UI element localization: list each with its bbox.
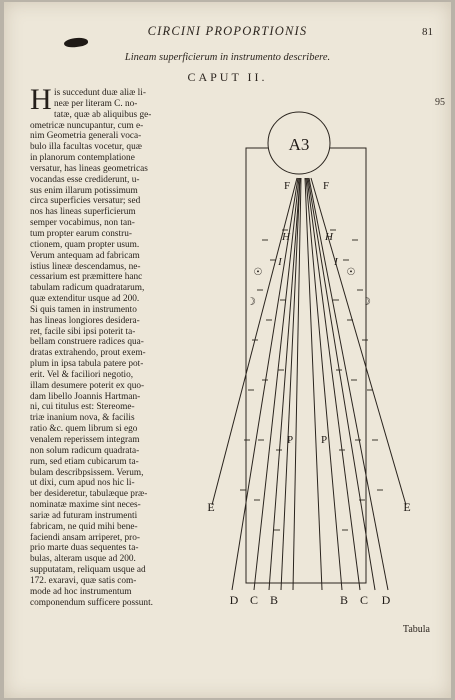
text-line: ctionem, quam propter usum.: [30, 239, 140, 250]
moon-symbol-left: ☽: [246, 296, 256, 308]
label-b-right: B: [339, 593, 349, 607]
text-line: erit. Vel & faciliori negotio,: [30, 369, 134, 380]
text-line: nos has lineas superficierum: [30, 207, 136, 218]
text-line: ret, facile sibi ipsi poterit ta-: [30, 326, 136, 337]
text-line: circa superficies versatur; sed: [30, 196, 141, 207]
text-line: bulas, alteram usque ad 200.: [30, 554, 136, 565]
text-line: is succedunt duæ aliæ li-: [54, 88, 146, 98]
text-line: sus enim illarum potissimum: [30, 185, 138, 196]
text-line: rum, sed etiam cubicarum ta-: [30, 456, 139, 467]
page-number: 81: [422, 26, 433, 38]
text-line: ratio &c. quem librum si ego: [30, 424, 138, 435]
label-e-right: E: [403, 500, 411, 514]
radiating-lines: [212, 178, 406, 590]
text-line: semper vocabimus, non tan-: [30, 218, 135, 229]
text-line: istius lineæ descendamus, ne-: [30, 261, 141, 272]
text-line: ni, cui titulus est: Stereome-: [30, 402, 135, 413]
text-line: illam desumere poterit ex quo-: [30, 380, 145, 391]
text-line: dam libello Joannis Hartman-: [30, 391, 141, 402]
sun-symbol-left: ☉: [253, 267, 263, 278]
text-line: componendum sufficere possunt.: [30, 597, 153, 608]
text-line: supputatam, reliquam usque ad: [30, 565, 146, 576]
circle-label: A3: [288, 135, 310, 154]
text-line: ometricæ nuncupantur, cum e-: [30, 120, 144, 131]
label-p-right: P: [320, 434, 328, 446]
label-f-left: F: [283, 180, 291, 192]
section-subtitle: Lineam superficierum in instrumento describere.: [124, 52, 331, 63]
text-line: in planorum contemplatione: [30, 153, 135, 164]
catchword: Tabula: [402, 624, 430, 635]
text-line: dratas extrahendo, prout exem-: [30, 348, 146, 359]
text-line: quæ extenditur usque ad 200.: [30, 294, 140, 305]
text-line: bulam describpsissem. Verum,: [30, 467, 144, 478]
text-line: mode ad hoc instrumentum: [30, 586, 132, 597]
text-line: tatæ, quæ ab aliquibus ge-: [54, 109, 152, 120]
label-f-right: F: [322, 180, 330, 192]
text-line: versatur, has lineas geometricas: [30, 163, 148, 174]
text-line: ber desideretur, tabulæque præ-: [30, 489, 148, 500]
text-line: bellam construere radices qua-: [30, 337, 144, 348]
label-i-left: I: [278, 256, 282, 268]
text-line: cessarium est præmittere hanc: [30, 272, 143, 283]
label-h-right: H: [325, 231, 333, 243]
label-d-right: D: [381, 593, 391, 607]
drop-cap: H: [30, 83, 52, 116]
text-line: faciendi ansam arriperet, pro-: [30, 532, 140, 543]
label-d-left: D: [229, 593, 239, 607]
text-line: nominatæ maxime sint neces-: [30, 500, 141, 511]
body-text: [30, 83, 210, 609]
text-line: Verum antequam ad fabricam: [30, 250, 140, 261]
text-line: venalem reperissem integram: [30, 435, 140, 445]
label-c-left: C: [249, 593, 259, 607]
label-i-right: I: [334, 256, 338, 268]
label-p-left: P: [286, 434, 294, 446]
moon-symbol-right: ☽: [361, 296, 371, 308]
text-line: ut dixi, cum apud nos hic li-: [30, 478, 135, 489]
text-line: nim Geometria generali voca-: [30, 131, 142, 142]
label-b-left: B: [269, 593, 279, 607]
label-e-left: E: [207, 500, 215, 514]
text-line: plum in ipsa tabula patere pot-: [30, 359, 144, 370]
text-line: fabricam, ne quid mihi bene-: [30, 521, 138, 532]
text-line: triæ inanium nova, & facilis: [30, 413, 135, 424]
label-c-right: C: [359, 593, 369, 607]
proportional-compass-figure: [195, 108, 440, 618]
sun-symbol-right: ☉: [346, 267, 356, 278]
text-line: tabulam radicum quadratarum,: [30, 283, 145, 294]
chapter-heading: CAPUT II.: [187, 70, 268, 84]
text-line: prio marte duas sequentes ta-: [30, 543, 139, 554]
text-line: tum propter earum constru-: [30, 228, 132, 239]
text-line: 172. exaravi, quæ satis com-: [30, 575, 137, 586]
running-title: CIRCINI PROPORTIONIS: [147, 24, 308, 38]
margin-number: 95: [435, 97, 445, 108]
text-line: non solum radicum quadrata-: [30, 445, 140, 456]
text-line: has lineas longiores desidera-: [30, 315, 140, 326]
label-h-left: H: [282, 231, 290, 243]
text-line: sariæ ad futuram instrumenti: [30, 510, 138, 521]
text-line: vocandas esse crediderunt, u-: [30, 174, 140, 185]
text-line: neæ per literam C. no-: [54, 98, 138, 109]
text-line: bulo illa facultas vocetur, quæ: [30, 142, 142, 153]
text-line: Si quis tamen in instrumento: [30, 304, 137, 315]
